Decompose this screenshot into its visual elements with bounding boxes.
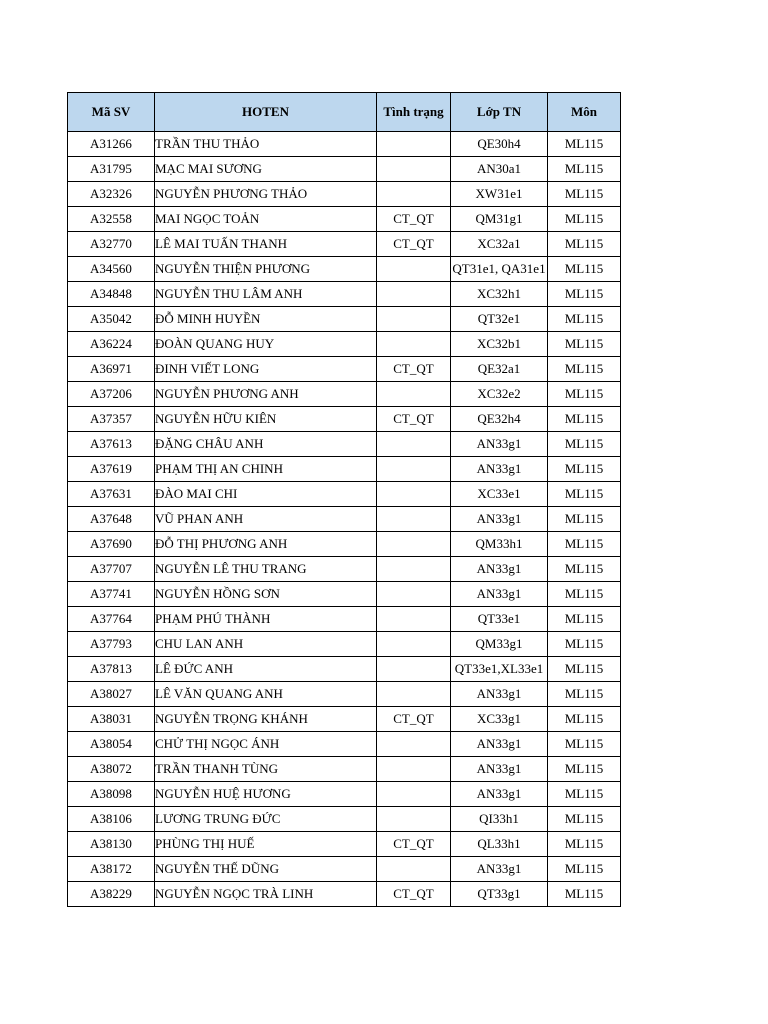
table-row xyxy=(68,482,621,507)
cell-ma-sv: A37741 xyxy=(68,582,155,607)
cell-ma-sv: A38054 xyxy=(68,732,155,757)
cell-ma-sv: A31266 xyxy=(68,132,155,157)
table-header xyxy=(68,93,621,132)
cell-mon: ML115 xyxy=(548,382,621,407)
cell-ma-sv: A32558 xyxy=(68,207,155,232)
cell-tinh-trang xyxy=(377,582,451,607)
header-lop-tn: Lớp TN xyxy=(451,93,548,132)
cell-lop-tn: AN33g1 xyxy=(451,432,548,457)
cell-lop-tn: QT32e1 xyxy=(451,307,548,332)
table-row xyxy=(68,582,621,607)
cell-hoten: PHẠM THỊ AN CHINH xyxy=(155,457,377,482)
table-row xyxy=(68,132,621,157)
cell-hoten: NGUYỄN TRỌNG KHÁNH xyxy=(155,707,377,732)
cell-ma-sv: A37206 xyxy=(68,382,155,407)
cell-ma-sv: A37813 xyxy=(68,657,155,682)
cell-ma-sv: A31795 xyxy=(68,157,155,182)
cell-hoten: NGUYỄN PHƯƠNG ANH xyxy=(155,382,377,407)
header-row xyxy=(68,93,621,132)
cell-lop-tn: XC32h1 xyxy=(451,282,548,307)
cell-ma-sv: A37357 xyxy=(68,407,155,432)
cell-lop-tn: QT33g1 xyxy=(451,882,548,907)
cell-mon: ML115 xyxy=(548,307,621,332)
table-row xyxy=(68,757,621,782)
cell-mon: ML115 xyxy=(548,257,621,282)
cell-hoten: MAI NGỌC TOẢN xyxy=(155,207,377,232)
table-row xyxy=(68,257,621,282)
cell-lop-tn: AN33g1 xyxy=(451,732,548,757)
table-row xyxy=(68,457,621,482)
cell-ma-sv: A38130 xyxy=(68,832,155,857)
cell-hoten: LƯƠNG TRUNG ĐỨC xyxy=(155,807,377,832)
cell-lop-tn: QE32h4 xyxy=(451,407,548,432)
cell-hoten: PHẠM PHÚ THÀNH xyxy=(155,607,377,632)
cell-lop-tn: XW31e1 xyxy=(451,182,548,207)
cell-ma-sv: A32770 xyxy=(68,232,155,257)
cell-ma-sv: A37793 xyxy=(68,632,155,657)
table-row xyxy=(68,832,621,857)
cell-mon: ML115 xyxy=(548,882,621,907)
cell-lop-tn: XC33g1 xyxy=(451,707,548,732)
cell-hoten: NGUYỄN THU LÂM ANH xyxy=(155,282,377,307)
table-row xyxy=(68,207,621,232)
header-ma-sv: Mã SV xyxy=(68,93,155,132)
cell-hoten: PHÙNG THỊ HUẾ xyxy=(155,832,377,857)
cell-hoten: ĐẶNG CHÂU ANH xyxy=(155,432,377,457)
cell-hoten: NGUYỄN HỒNG SƠN xyxy=(155,582,377,607)
cell-ma-sv: A35042 xyxy=(68,307,155,332)
cell-ma-sv: A38027 xyxy=(68,682,155,707)
cell-tinh-trang: CT_QT xyxy=(377,207,451,232)
cell-tinh-trang xyxy=(377,307,451,332)
cell-ma-sv: A38106 xyxy=(68,807,155,832)
cell-mon: ML115 xyxy=(548,707,621,732)
cell-tinh-trang xyxy=(377,807,451,832)
table-row xyxy=(68,357,621,382)
table-row xyxy=(68,282,621,307)
cell-tinh-trang xyxy=(377,157,451,182)
cell-tinh-trang xyxy=(377,782,451,807)
cell-lop-tn: XC32a1 xyxy=(451,232,548,257)
cell-ma-sv: A38098 xyxy=(68,782,155,807)
cell-tinh-trang xyxy=(377,607,451,632)
cell-lop-tn: QM33h1 xyxy=(451,532,548,557)
cell-mon: ML115 xyxy=(548,507,621,532)
cell-hoten: TRẦN THANH TÙNG xyxy=(155,757,377,782)
table-row xyxy=(68,857,621,882)
cell-ma-sv: A37619 xyxy=(68,457,155,482)
cell-lop-tn: AN30a1 xyxy=(451,157,548,182)
cell-mon: ML115 xyxy=(548,682,621,707)
cell-mon: ML115 xyxy=(548,757,621,782)
cell-mon: ML115 xyxy=(548,182,621,207)
table-row xyxy=(68,632,621,657)
table-row xyxy=(68,807,621,832)
cell-hoten: NGUYỄN NGỌC TRÀ LINH xyxy=(155,882,377,907)
cell-ma-sv: A37707 xyxy=(68,557,155,582)
cell-mon: ML115 xyxy=(548,457,621,482)
cell-hoten: NGUYỄN LÊ THU TRANG xyxy=(155,557,377,582)
cell-mon: ML115 xyxy=(548,632,621,657)
cell-ma-sv: A36224 xyxy=(68,332,155,357)
cell-hoten: NGUYỄN HỮU KIÊN xyxy=(155,407,377,432)
cell-mon: ML115 xyxy=(548,607,621,632)
cell-hoten: TRẦN THU THẢO xyxy=(155,132,377,157)
cell-hoten: LÊ VĂN QUANG ANH xyxy=(155,682,377,707)
table-row xyxy=(68,657,621,682)
cell-mon: ML115 xyxy=(548,657,621,682)
cell-lop-tn: QT33e1,XL33e1 xyxy=(451,657,548,682)
cell-hoten: NGUYỄN PHƯƠNG THẢO xyxy=(155,182,377,207)
table-row xyxy=(68,732,621,757)
header-hoten: HOTEN xyxy=(155,93,377,132)
cell-mon: ML115 xyxy=(548,557,621,582)
table-row xyxy=(68,557,621,582)
cell-lop-tn: AN33g1 xyxy=(451,507,548,532)
cell-hoten: MẠC MAI SƯƠNG xyxy=(155,157,377,182)
table-row xyxy=(68,432,621,457)
cell-lop-tn: QE32a1 xyxy=(451,357,548,382)
cell-tinh-trang xyxy=(377,682,451,707)
cell-hoten: LÊ MAI TUẤN THANH xyxy=(155,232,377,257)
cell-tinh-trang xyxy=(377,632,451,657)
cell-ma-sv: A37690 xyxy=(68,532,155,557)
cell-ma-sv: A37648 xyxy=(68,507,155,532)
table-row xyxy=(68,182,621,207)
header-mon: Môn xyxy=(548,93,621,132)
cell-lop-tn: AN33g1 xyxy=(451,757,548,782)
cell-tinh-trang xyxy=(377,532,451,557)
cell-hoten: ĐỖ THỊ PHƯƠNG ANH xyxy=(155,532,377,557)
cell-tinh-trang xyxy=(377,457,451,482)
cell-lop-tn: AN33g1 xyxy=(451,582,548,607)
cell-tinh-trang xyxy=(377,732,451,757)
cell-lop-tn: QL33h1 xyxy=(451,832,548,857)
cell-tinh-trang xyxy=(377,657,451,682)
cell-mon: ML115 xyxy=(548,782,621,807)
cell-ma-sv: A38172 xyxy=(68,857,155,882)
table-row xyxy=(68,682,621,707)
cell-ma-sv: A37631 xyxy=(68,482,155,507)
cell-hoten: NGUYỄN HUỆ HƯƠNG xyxy=(155,782,377,807)
cell-lop-tn: QE30h4 xyxy=(451,132,548,157)
table-row xyxy=(68,532,621,557)
cell-hoten: NGUYỄN THẾ DŨNG xyxy=(155,857,377,882)
cell-tinh-trang xyxy=(377,432,451,457)
cell-tinh-trang: CT_QT xyxy=(377,832,451,857)
student-table xyxy=(67,92,621,907)
cell-ma-sv: A37764 xyxy=(68,607,155,632)
table-row xyxy=(68,407,621,432)
table-row xyxy=(68,382,621,407)
cell-hoten: CHỬ THỊ NGỌC ÁNH xyxy=(155,732,377,757)
table-row xyxy=(68,507,621,532)
cell-lop-tn: AN33g1 xyxy=(451,782,548,807)
cell-tinh-trang xyxy=(377,382,451,407)
cell-lop-tn: QM33g1 xyxy=(451,632,548,657)
cell-hoten: ĐOÀN QUANG HUY xyxy=(155,332,377,357)
cell-tinh-trang xyxy=(377,757,451,782)
cell-mon: ML115 xyxy=(548,357,621,382)
cell-ma-sv: A32326 xyxy=(68,182,155,207)
cell-lop-tn: AN33g1 xyxy=(451,682,548,707)
cell-lop-tn: AN33g1 xyxy=(451,457,548,482)
cell-mon: ML115 xyxy=(548,732,621,757)
cell-lop-tn: AN33g1 xyxy=(451,557,548,582)
cell-ma-sv: A38072 xyxy=(68,757,155,782)
cell-tinh-trang xyxy=(377,857,451,882)
cell-tinh-trang: CT_QT xyxy=(377,407,451,432)
cell-hoten: LÊ ĐỨC ANH xyxy=(155,657,377,682)
table-row xyxy=(68,307,621,332)
cell-mon: ML115 xyxy=(548,432,621,457)
table-row xyxy=(68,607,621,632)
cell-mon: ML115 xyxy=(548,207,621,232)
cell-mon: ML115 xyxy=(548,232,621,257)
cell-mon: ML115 xyxy=(548,157,621,182)
table-row xyxy=(68,157,621,182)
cell-lop-tn: AN33g1 xyxy=(451,857,548,882)
cell-tinh-trang: CT_QT xyxy=(377,357,451,382)
table-row xyxy=(68,232,621,257)
cell-mon: ML115 xyxy=(548,582,621,607)
cell-mon: ML115 xyxy=(548,132,621,157)
cell-mon: ML115 xyxy=(548,857,621,882)
table-row xyxy=(68,707,621,732)
cell-tinh-trang xyxy=(377,257,451,282)
cell-mon: ML115 xyxy=(548,807,621,832)
cell-lop-tn: QT33e1 xyxy=(451,607,548,632)
cell-lop-tn: QT31e1, QA31e1 xyxy=(451,257,548,282)
table-row xyxy=(68,782,621,807)
cell-hoten: ĐINH VIẾT LONG xyxy=(155,357,377,382)
cell-lop-tn: XC32e2 xyxy=(451,382,548,407)
table-body xyxy=(68,132,621,907)
cell-mon: ML115 xyxy=(548,482,621,507)
cell-tinh-trang xyxy=(377,182,451,207)
cell-tinh-trang xyxy=(377,557,451,582)
cell-tinh-trang: CT_QT xyxy=(377,232,451,257)
cell-lop-tn: QM31g1 xyxy=(451,207,548,232)
cell-ma-sv: A34848 xyxy=(68,282,155,307)
cell-lop-tn: XC32b1 xyxy=(451,332,548,357)
cell-hoten: CHU LAN ANH xyxy=(155,632,377,657)
cell-mon: ML115 xyxy=(548,282,621,307)
header-tinh-trang: Tình trạng xyxy=(377,93,451,132)
cell-hoten: ĐÀO MAI CHI xyxy=(155,482,377,507)
cell-hoten: VŨ PHAN ANH xyxy=(155,507,377,532)
cell-hoten: NGUYỄN THIỆN PHƯƠNG xyxy=(155,257,377,282)
cell-mon: ML115 xyxy=(548,407,621,432)
cell-mon: ML115 xyxy=(548,532,621,557)
cell-tinh-trang xyxy=(377,482,451,507)
cell-ma-sv: A36971 xyxy=(68,357,155,382)
cell-tinh-trang: CT_QT xyxy=(377,707,451,732)
cell-tinh-trang: CT_QT xyxy=(377,882,451,907)
cell-tinh-trang xyxy=(377,282,451,307)
cell-tinh-trang xyxy=(377,332,451,357)
cell-hoten: ĐỖ MINH HUYỀN xyxy=(155,307,377,332)
table-row xyxy=(68,882,621,907)
cell-lop-tn: QI33h1 xyxy=(451,807,548,832)
cell-mon: ML115 xyxy=(548,832,621,857)
cell-lop-tn: XC33e1 xyxy=(451,482,548,507)
cell-ma-sv: A34560 xyxy=(68,257,155,282)
cell-ma-sv: A38229 xyxy=(68,882,155,907)
cell-tinh-trang xyxy=(377,507,451,532)
cell-tinh-trang xyxy=(377,132,451,157)
cell-ma-sv: A37613 xyxy=(68,432,155,457)
cell-ma-sv: A38031 xyxy=(68,707,155,732)
table-row xyxy=(68,332,621,357)
cell-mon: ML115 xyxy=(548,332,621,357)
